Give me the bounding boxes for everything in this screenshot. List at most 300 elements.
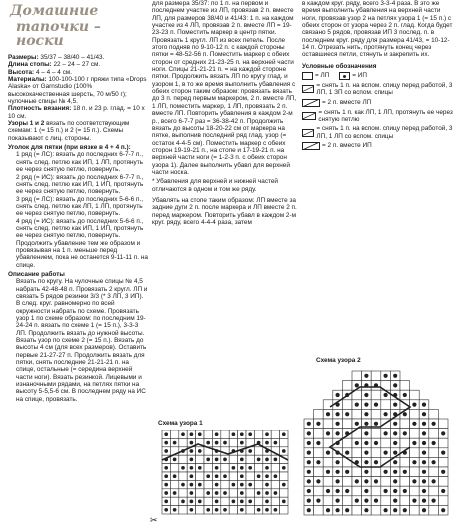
chart-cell [179, 438, 187, 446]
chart-cell [221, 480, 229, 488]
purl-dot [215, 432, 219, 436]
purl-dot [422, 489, 426, 493]
purl-dot [316, 441, 320, 445]
chart-cell [204, 464, 212, 472]
chart-cell [271, 430, 279, 438]
chart-cell [381, 477, 391, 487]
purl-dot [190, 432, 194, 436]
purl-dot [345, 412, 349, 416]
purl-dot [316, 460, 320, 464]
chart-cell [314, 486, 324, 496]
purl-dot [393, 450, 397, 454]
chart-cell [314, 448, 324, 458]
col1-paragraph: Высота: 4 – 4 – 4 см. [8, 68, 72, 76]
purl-dot [364, 393, 368, 397]
purl-dot [326, 489, 330, 493]
legend-symbol-icon [302, 112, 316, 120]
col3-para-1: в каждом круг. ряду, всего 3-3-4 раза. В это же время выполнить убавления на верхней части ноги, провязав узор 2 на петлях узора 1 (= 15 п.) с обеих сторон от узора через 2 п. глад. Когда будет связано 5 рядов, провязав ИП 3 послед. п. в последнем круг. ряду для размера 41/43, = 10-12-14 п. Отрезать нить, протянуть конец через оставшиеся петли, стянуть и закрепить их. [302, 0, 453, 59]
purl-dot [403, 489, 407, 493]
purl-dot [282, 483, 286, 487]
chart-cell [429, 505, 439, 515]
purl-dot [307, 441, 311, 445]
purl-dot [383, 470, 387, 474]
purl-dot [307, 470, 311, 474]
purl-dot [257, 508, 261, 512]
chart-cell [229, 438, 237, 446]
purl-dot [265, 508, 269, 512]
purl-dot [190, 458, 194, 462]
purl-dot [326, 450, 330, 454]
purl-dot [383, 450, 387, 454]
term-label: Размеры: [8, 54, 39, 61]
purl-dot [374, 479, 378, 483]
purl-dot [412, 441, 416, 445]
chart-cell [229, 472, 237, 480]
chart-cell [323, 400, 333, 410]
chart-cell [280, 506, 288, 514]
purl-dot [190, 491, 194, 495]
purl-dot [223, 441, 227, 445]
purl-dot [215, 508, 219, 512]
purl-dot [206, 458, 210, 462]
purl-dot [393, 374, 397, 378]
purl-dot [403, 393, 407, 397]
purl-dot [393, 498, 397, 502]
chart-cell [429, 486, 439, 496]
purl-dot [441, 470, 445, 474]
col1-paragraph: 4 ряд (= ИС): вязать до последних 5-6-6 п., снять след. петлю как ИП, 1 ИП, протянуть ее через снятую петлю, повернуть. [16, 217, 144, 240]
purl-dot [164, 441, 168, 445]
chart-cell [271, 497, 279, 505]
purl-dot [282, 466, 286, 470]
purl-dot [190, 500, 194, 504]
chart-cell [254, 497, 262, 505]
chart-cell [342, 400, 352, 410]
purl-dot [364, 431, 368, 435]
purl-dot [265, 500, 269, 504]
col1-paragraph: Узоры 1 и 2 вязать по соответствующим схемам: 1 (= 15 п.) и 2 (= 15 п.). Схемы показывают с лиц. стороны. [8, 120, 130, 142]
col1-paragraph: 3 ряд (= ЛС): вязать до последних 5-6-6 п., снять след. петлю как ЛП, 1 ЛП, протянуть ее через снятую петлю, повернуть. [16, 195, 143, 218]
purl-dot [441, 450, 445, 454]
chart-cell [271, 480, 279, 488]
purl-dot [240, 432, 244, 436]
col2-para-2: Убавлять на стопе таким образом: ЛП вместе за задние дуги 2 п. после маркера и ЛП вместе 2 п. перед маркером. Повторить убавл в каждом 2-м круг. ряду, всего 4-4-4 раза, затем [152, 196, 297, 226]
purl-dot [206, 491, 210, 495]
legend-label: = снять 1 п. на вспом. спицу перед работой, 3 ЛП, 1 ЛП со вспом. спицы [316, 125, 453, 140]
purl-dot [307, 479, 311, 483]
chart-cell [280, 438, 288, 446]
article-title-line2: тапочки – носки [16, 19, 101, 49]
purl-dot [265, 474, 269, 478]
chart-cell [342, 381, 352, 391]
purl-dot [335, 479, 339, 483]
purl-dot [164, 432, 168, 436]
purl-dot [248, 449, 252, 453]
legend-label: = 2 п. вместе ЛП [322, 99, 372, 107]
purl-dot [393, 470, 397, 474]
chart-cell [221, 464, 229, 472]
purl-dot [190, 508, 194, 512]
purl-dot [422, 470, 426, 474]
purl-dot [240, 483, 244, 487]
chart-cell [221, 497, 229, 505]
legend-label: = ИП [352, 72, 367, 80]
chart-cell [371, 390, 381, 400]
purl-dot [164, 508, 168, 512]
purl-dot [307, 508, 311, 512]
chart-cell [314, 467, 324, 477]
chart-cell [410, 409, 420, 419]
purl-dot [431, 422, 435, 426]
chart-cell [438, 419, 448, 429]
chart-cell [323, 457, 333, 467]
chart-cell [371, 467, 381, 477]
purl-dot [393, 508, 397, 512]
purl-dot [223, 491, 227, 495]
chart-cell [400, 457, 410, 467]
purl-dot [190, 483, 194, 487]
legend-symbol-icon [302, 142, 320, 150]
purl-dot [441, 508, 445, 512]
purl-dot [335, 489, 339, 493]
purl-dot [173, 474, 177, 478]
legend-item [302, 72, 456, 80]
column-1-body [8, 54, 148, 403]
purl-dot [173, 508, 177, 512]
chart-cell [410, 486, 420, 496]
purl-dot [393, 479, 397, 483]
column-3 [302, 0, 456, 150]
purl-dot [240, 466, 244, 470]
purl-dot [345, 470, 349, 474]
chart-cell [170, 480, 178, 488]
purl-dot [345, 508, 349, 512]
purl-dot [383, 393, 387, 397]
purl-dot [383, 412, 387, 416]
purl-dot [223, 508, 227, 512]
purl-dot [364, 412, 368, 416]
purl-dot [198, 500, 202, 504]
term-label: Высота: [8, 68, 35, 76]
purl-dot [274, 491, 278, 495]
purl-dot [223, 458, 227, 462]
purl-dot [307, 422, 311, 426]
col2-para-1: для размера 35/37: по 1 п. на первом и последнем участке из ЛП, провязав 2 п. вместе ЛП, для размеров 38/40 и 41/43: 1 п. на каждом участке из 4 ЛП, провязав 2 п. вместе ЛП = 19-23-23 п. Поместить маркер в центр пятки. Провязать 1 кругл. ЛП из всех петель. После этого подняв по 9-10-12 п. с каждой стороны пятки = 48-52-56 п. Поместить маркер с обеих сторон от средних 21-23-25 п. на верхней части ноги. Спицы 21-21-21 п. = на каждой стороне пятки. Продолжить вязать ЛП по кругу глад. и узором 1, в то же время выполнить убавления с обеих сторон таким образом: провязать вязать до 3 п. перед первым маркером, 2 п. вместе ЛП, 1 ЛП, поместить маркер, 1 ЛП, провязать 2 п. вместе ЛП. Повторить убавления в каждом 2-м р., всего 6-7-7 раз = 36-38-42 п. Продолжить вязать до высоты 18-20-22 см от маркера на пятке, выполнив последний ряд глад. узор (= остаток 4-4-5 см). Поместить маркер с обеих сторон 19-19-21 п., на стопе и 17-19-21 п. на верхней части ноги (= 1-2-3 п. с обеих сторон узора 1). Далее выполнить убавл для верхней части носка. [152, 0, 297, 176]
chart-cell [229, 489, 237, 497]
chart-cell [179, 455, 187, 463]
purl-dot [215, 491, 219, 495]
purl-dot [215, 458, 219, 462]
purl-dot [335, 412, 339, 416]
purl-dot [265, 441, 269, 445]
chart1-title: Схема узора 1 [158, 420, 203, 427]
chart-cell [246, 506, 254, 514]
purl-dot [422, 450, 426, 454]
chart-cell [204, 480, 212, 488]
purl-dot [206, 474, 210, 478]
chart-cell [196, 506, 204, 514]
purl-dot [232, 432, 236, 436]
col1-paragraph: Плотность вязания: 18 п. и 23 р. глад. = 10 х 10 см. [8, 105, 145, 120]
chart-cell [196, 472, 204, 480]
purl-dot [422, 402, 426, 406]
chart-cell [371, 429, 381, 439]
purl-dot [240, 491, 244, 495]
purl-dot [307, 498, 311, 502]
purl-dot [274, 508, 278, 512]
purl-dot [335, 470, 339, 474]
purl-dot [190, 474, 194, 478]
purl-dot [232, 483, 236, 487]
chart-cell [429, 429, 439, 439]
chart-cell [400, 496, 410, 506]
purl-dot [383, 508, 387, 512]
chart-cell [400, 438, 410, 448]
pattern-chart-1 [158, 430, 298, 515]
purl-dot [282, 432, 286, 436]
purl-dot [274, 474, 278, 478]
purl-dot [422, 422, 426, 426]
purl-dot [181, 432, 185, 436]
purl-dot [198, 483, 202, 487]
purl-dot [257, 458, 261, 462]
purl-dot [215, 474, 219, 478]
purl-dot [393, 383, 397, 387]
purl-dot [335, 508, 339, 512]
section-heading: Уголок для пятки (при вязке в 4 + 4 п.): [8, 144, 131, 152]
legend-item [302, 82, 456, 97]
chart-cell [254, 447, 262, 455]
purl-dot [326, 431, 330, 435]
purl-dot [441, 431, 445, 435]
purl-dot [164, 483, 168, 487]
chart2-title: Схема узора 2 [316, 357, 361, 364]
chart-cell [196, 489, 204, 497]
purl-dot [173, 458, 177, 462]
chart-cell [381, 400, 391, 410]
legend-label: = снять 1 п. на вспом. спицу перед работой, 3 ЛП, 1 ЗП со вспом. спицы [316, 82, 453, 97]
purl-dot [223, 474, 227, 478]
purl-dot [355, 422, 359, 426]
purl-dot [232, 466, 236, 470]
purl-dot [403, 508, 407, 512]
purl-dot [422, 460, 426, 464]
article-title-line1: Домашние [10, 3, 99, 19]
purl-dot [335, 393, 339, 397]
purl-dot [335, 422, 339, 426]
chart-cell [342, 419, 352, 429]
chart-cell [410, 467, 420, 477]
legend-title: Условные обозначения [302, 62, 377, 70]
purl-dot [265, 483, 269, 487]
col1-paragraph: Размеры: 35/37 – 38/40 – 41/43. [8, 54, 105, 61]
purl-dot [190, 449, 194, 453]
purl-dot [403, 412, 407, 416]
purl-dot [364, 422, 368, 426]
purl-dot [374, 422, 378, 426]
purl-dot [164, 466, 168, 470]
chart-cell [342, 477, 352, 487]
purl-dot [393, 460, 397, 464]
purl-dot [316, 498, 320, 502]
legend-symbol-icon [302, 99, 320, 107]
purl-dot [173, 441, 177, 445]
purl-dot [248, 500, 252, 504]
purl-dot [181, 483, 185, 487]
purl-dot [412, 402, 416, 406]
chart-cell [352, 371, 362, 381]
purl-dot [431, 460, 435, 464]
purl-dot [412, 460, 416, 464]
legend-label: = снять 1 п. как ЛП, 1 ЛП, протянуть ее через снятую петлю [318, 108, 453, 124]
purl-dot [431, 441, 435, 445]
purl-dot [355, 479, 359, 483]
chart-cell [229, 455, 237, 463]
purl-dot [364, 498, 368, 502]
term-label: Длина стопы: [8, 61, 52, 69]
purl-dot [164, 474, 168, 478]
purl-dot [316, 479, 320, 483]
chart-cell [352, 486, 362, 496]
purl-dot [383, 374, 387, 378]
purl-dot [412, 498, 416, 502]
chart-cell [352, 505, 362, 515]
chart-cell [170, 497, 178, 505]
chart-cell [221, 430, 229, 438]
purl-dot [307, 489, 311, 493]
chart-cell [381, 496, 391, 506]
purl-dot [181, 466, 185, 470]
purl-dot [240, 508, 244, 512]
chart-cell [410, 429, 420, 439]
purl-dot [206, 441, 210, 445]
purl-dot [393, 422, 397, 426]
purl-dot [248, 483, 252, 487]
purl-dot [265, 466, 269, 470]
purl-dot [355, 441, 359, 445]
column-2 [152, 0, 298, 226]
purl-dot [265, 432, 269, 436]
purl-dot [215, 441, 219, 445]
chart-cell [246, 472, 254, 480]
purl-dot [274, 458, 278, 462]
chart-cell [204, 497, 212, 505]
purl-dot [431, 479, 435, 483]
purl-dot [232, 500, 236, 504]
chart-cell [371, 371, 381, 381]
purl-dot [383, 431, 387, 435]
purl-dot [240, 441, 244, 445]
purl-dot [364, 450, 368, 454]
purl-dot [422, 498, 426, 502]
purl-dot [355, 498, 359, 502]
chart-cell [352, 467, 362, 477]
purl-dot [383, 489, 387, 493]
chart-cell [410, 390, 420, 400]
chart-cell [400, 419, 410, 429]
purl-dot [240, 500, 244, 504]
purl-dot [190, 441, 194, 445]
chart-cell [410, 448, 420, 458]
purl-dot [198, 466, 202, 470]
chart-cell [314, 505, 324, 515]
purl-dot [393, 441, 397, 445]
col1-paragraph: 1 ряд (= ЛС): вязать до последних 6-7-7 п., снять след. петлю как ИП, 1 ЛП, протянуть ее через снятую петлю, повернуть. [16, 151, 143, 174]
legend-item [302, 99, 456, 107]
purl-dot [345, 450, 349, 454]
purl-dot [422, 412, 426, 416]
purl-dot [393, 402, 397, 406]
pattern-chart-2 [300, 367, 455, 523]
purl-dot [164, 491, 168, 495]
chart-cell [254, 464, 262, 472]
purl-dot [364, 508, 368, 512]
purl-dot [431, 498, 435, 502]
chart-cell [246, 455, 254, 463]
chart-cell [229, 506, 237, 514]
chart-cell [170, 430, 178, 438]
purl-dot [345, 489, 349, 493]
purl-dot [412, 479, 416, 483]
chart-cell [204, 430, 212, 438]
purl-dot [364, 479, 368, 483]
purl-dot [364, 489, 368, 493]
purl-dot [422, 441, 426, 445]
purl-dot [173, 491, 177, 495]
chart-cell [323, 477, 333, 487]
purl-dot [215, 483, 219, 487]
chart-cell [342, 496, 352, 506]
purl-dot [316, 422, 320, 426]
chart-cell [400, 381, 410, 391]
chart-cell [381, 438, 391, 448]
purl-dot [393, 431, 397, 435]
purl-dot [374, 441, 378, 445]
purl-dot [164, 500, 168, 504]
chart-cell [438, 457, 448, 467]
purl-dot [364, 374, 368, 378]
purl-dot [274, 441, 278, 445]
purl-dot [282, 449, 286, 453]
col1-paragraph: 2 ряд (= ИС): вязать до последних 6-7-7 п., снять след. петлю как ИП, 1 ИП, протянуть ее через снятую петлю, повернуть. [16, 173, 144, 196]
col1-paragraph: Продолжить убавление тем же образом и провязывая на 1 п. меньше перед убавлением, пока не останется 9-11-11 п. на спице. [16, 239, 148, 269]
col1-paragraph: Длина стопы: 22 – 24 – 27 см. [8, 61, 101, 69]
chart-cell [438, 438, 448, 448]
col2-note: * Убавления для верхней и нижней частей отличаются в одном и том же ряду. [152, 178, 278, 193]
chart-cell [280, 489, 288, 497]
chart-cell [371, 448, 381, 458]
purl-dot [248, 466, 252, 470]
purl-dot [282, 500, 286, 504]
chart-cell [323, 496, 333, 506]
chart-cell [410, 505, 420, 515]
purl-dot [307, 431, 311, 435]
column-1 [8, 0, 148, 403]
legend-label: = ЛП [315, 72, 330, 80]
purl-dot [164, 449, 168, 453]
purl-dot [206, 508, 210, 512]
purl-dot [248, 432, 252, 436]
purl-dot [181, 500, 185, 504]
purl-dot [265, 458, 269, 462]
purl-dot [393, 489, 397, 493]
purl-dot [403, 470, 407, 474]
legend-label: = 2 п. вместе ИП [322, 142, 372, 150]
purl-dot [198, 449, 202, 453]
chart-cell [314, 409, 324, 419]
scissors-icon: ✂ [150, 515, 158, 525]
purl-dot [355, 383, 359, 387]
